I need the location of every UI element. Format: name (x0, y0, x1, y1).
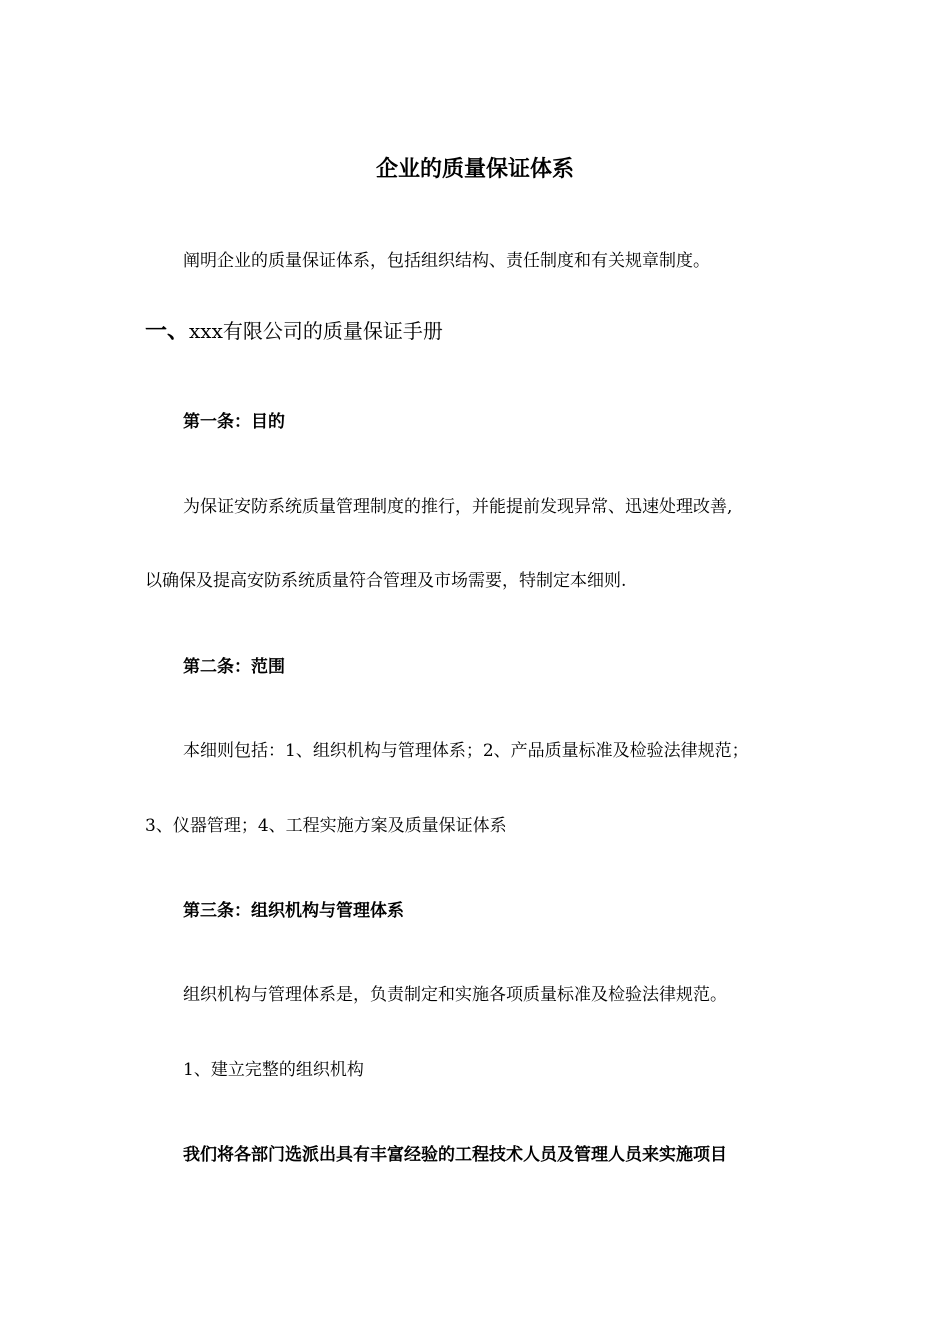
document-title: 企业的质量保证体系 (375, 156, 574, 182)
section-title: xxx有限公司的质量保证手册 (189, 319, 443, 343)
article2-heading: 第二条：范围 (183, 657, 285, 677)
article3-line1: 组织机构与管理体系是，负责制定和实施各项质量标准及检验法律规范。 (183, 985, 727, 1005)
intro-paragraph: 阐明企业的质量保证体系，包括组织结构、责任制度和有关规章制度。 (183, 251, 710, 271)
article1-line2: 以确保及提高安防系统质量符合管理及市场需要，特制定本细则. (145, 571, 627, 591)
article2-line1: 本细则包括：1、组织机构与管理体系；2、产品质量标准及检验法律规范； (183, 741, 749, 761)
article2-line2: 3、仪器管理；4、工程实施方案及质量保证体系 (145, 816, 507, 836)
article3-bold-line: 我们将各部门选派出具有丰富经验的工程技术人员及管理人员来实施项目 (183, 1145, 727, 1165)
article1-heading: 第一条：目的 (183, 412, 285, 432)
article3-heading: 第三条：组织机构与管理体系 (183, 901, 404, 921)
section-heading (145, 320, 443, 342)
article1-line1: 为保证安防系统质量管理制度的推行，并能提前发现异常、迅速处理改善, (183, 497, 733, 517)
article3-item1: 1、建立完整的组织机构 (183, 1060, 364, 1080)
section-number: 一、 (145, 318, 190, 344)
